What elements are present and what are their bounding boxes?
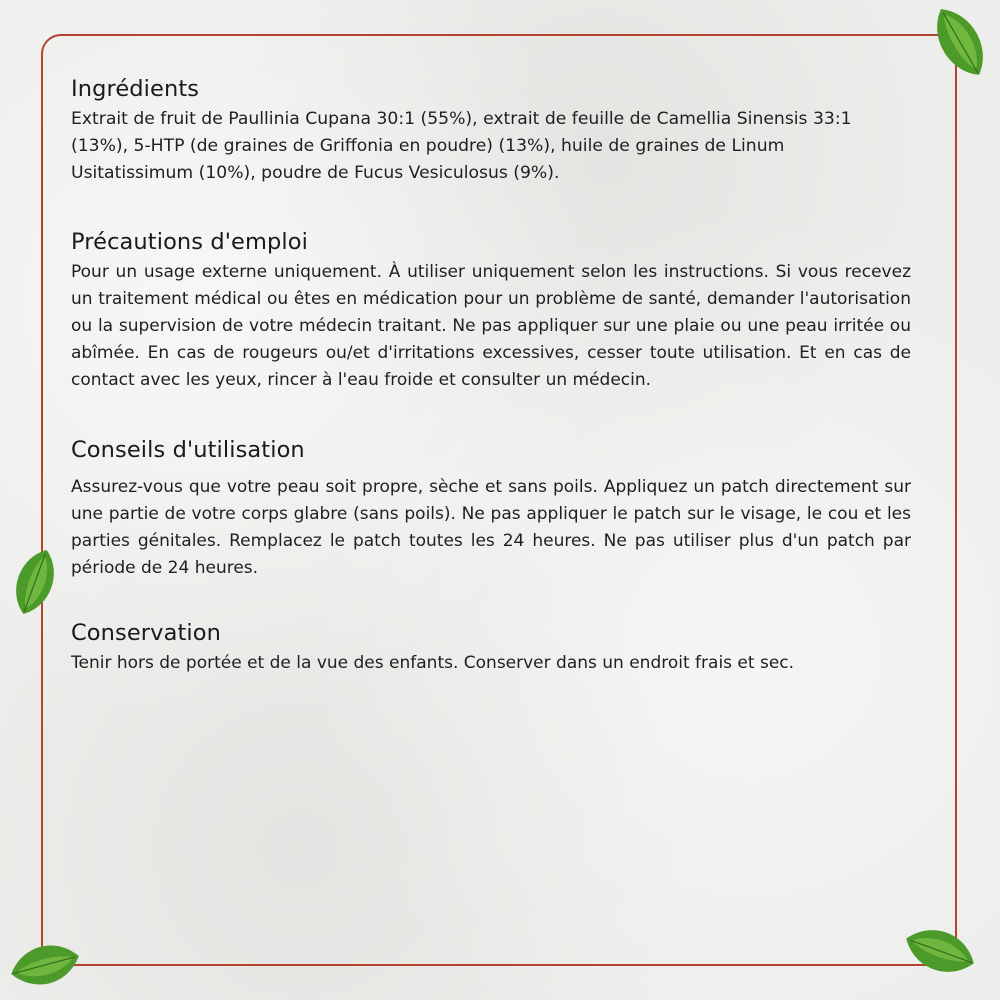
precautions-text: Pour un usage externe uniquement. À utiliser uniquement selon les instructions. Si vous recevez un traitement médical ou êtes en médication pour un problème de santé, demander l'autorisation ou la supervision de votre médecin traitant. Ne pas appliquer sur une plaie ou une peau irritée ou abîmée. En cas de rougeurs ou/et d'irritations excessives, cesser toute utilisation. Et en cas de contact avec les yeux, rincer à l'eau froide et consulter un médecin. bbox=[71, 262, 911, 390]
precautions-section bbox=[71, 227, 911, 394]
product-info bbox=[71, 74, 911, 677]
leaf-icon bbox=[925, 0, 995, 84]
ingredients-text: Extrait de fruit de Paullinia Cupana 30:1 (55%), extrait de feuille de Camellia Sinensis 33:1 (13%), 5-HTP (de graines de Griffonia en poudre) (13%), huile de graines de Linum Usitatissimum (10%), poudre de Fucus Vesiculosus (9%). bbox=[71, 109, 852, 183]
storage-section bbox=[71, 618, 911, 677]
leaf-icon bbox=[4, 545, 66, 619]
ingredients-section bbox=[71, 74, 911, 187]
usage-advice-title: Conseils d'utilisation bbox=[71, 437, 305, 463]
usage-advice-text: Assurez-vous que votre peau soit propre, sèche et sans poils. Appliquez un patch directement sur une partie de votre corps glabre (sans poils). Ne pas appliquer le patch sur le visage, le cou et les parties génitales. Remplacez le patch toutes les 24 heures. Ne pas utiliser plus d'un patch par période de 24 heures. bbox=[71, 477, 911, 578]
storage-text: Tenir hors de portée et de la vue des enfants. Conserver dans un endroit frais et sec. bbox=[71, 653, 795, 673]
storage-title: Conservation bbox=[71, 620, 221, 646]
leaf-icon bbox=[893, 915, 988, 987]
precautions-title: Précautions d'emploi bbox=[71, 229, 308, 255]
usage-advice-section bbox=[71, 435, 911, 582]
leaf-icon bbox=[0, 930, 90, 1000]
ingredients-title: Ingrédients bbox=[71, 76, 200, 102]
